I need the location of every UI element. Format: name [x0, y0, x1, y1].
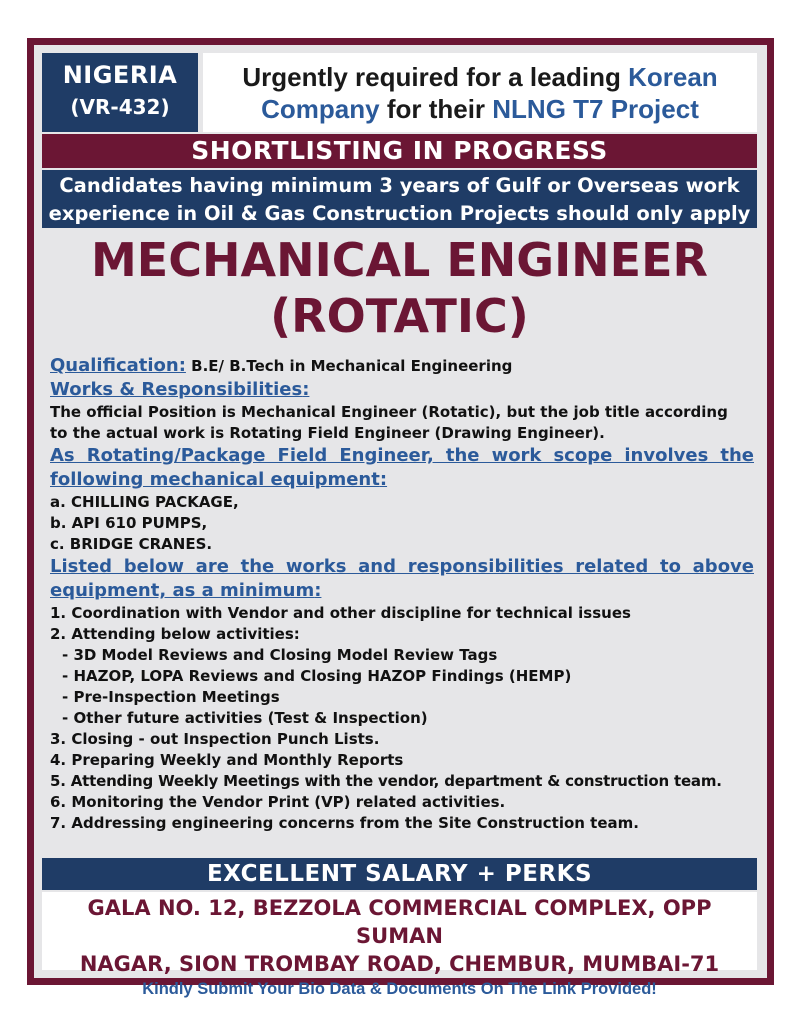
scope-heading-2 [50, 468, 754, 492]
duties-heading-1: Listed below are the works and responsibilities related to above [50, 556, 754, 577]
reference-code: (VR-432) [70, 95, 170, 119]
submit-note: Kindly Submit Your Bio Data & Documents On The Link Provided! [142, 980, 657, 998]
list-item: 3. Closing - out Inspection Punch Lists. [50, 730, 380, 748]
address-line-1: GALA NO. 12, BEZZOLA COMMERCIAL COMPLEX, OPP SUMAN [87, 896, 712, 948]
country-label: NIGERIA [62, 61, 178, 89]
qualification-value: B.E/ B.Tech in Mechanical Engineering [185, 357, 513, 375]
works-heading [50, 378, 754, 402]
list-item: - HAZOP, LOPA Reviews and Closing HAZOP Findings (HEMP) [62, 667, 572, 685]
works-colon: : [302, 379, 310, 400]
position-title-line-1: MECHANICAL ENGINEER [91, 233, 708, 287]
position-title-line-2: (ROTATIC) [270, 289, 529, 343]
qualification-label: Qualification: [50, 355, 186, 376]
scope-heading-text: following mechanical equipment [50, 469, 380, 490]
headline-text: for their [379, 94, 493, 124]
list-item: a. CHILLING PACKAGE, [50, 493, 239, 511]
requirement-line-1: Candidates having minimum 3 years of Gulf or Overseas work [59, 174, 740, 197]
address-line-2: NAGAR, SION TROMBAY ROAD, CHEMBUR, MUMBAI-71 [79, 952, 720, 976]
scope-colon: : [379, 469, 388, 490]
works-label: Works & Responsibilities [50, 379, 303, 400]
works-desc-1: The official Position is Mechanical Engineer (Rotatic), but the job title according [50, 403, 728, 421]
footer-box [42, 892, 757, 998]
project-name: NLNG T7 Project [492, 94, 699, 124]
job-description [50, 354, 754, 834]
headline-line-2 [203, 93, 757, 125]
list-item: 5. Attending Weekly Meetings with the vendor, department & construction team. [50, 772, 722, 790]
duties-heading-text: equipment, as a minimum [50, 580, 315, 601]
position-title [42, 232, 757, 344]
headline-text: Urgently required for a leading [242, 62, 629, 92]
requirement-banner [42, 170, 757, 228]
list-item: - Pre-Inspection Meetings [62, 688, 280, 706]
headline-highlight: Company [261, 94, 380, 124]
works-desc-2: to the actual work is Rotating Field Engineer (Drawing Engineer). [50, 424, 605, 442]
country-box [42, 53, 198, 132]
list-item: - Other future activities (Test & Inspection) [62, 709, 428, 727]
list-item: 7. Addressing engineering concerns from the Site Construction team. [50, 814, 639, 832]
list-item: 1. Coordination with Vendor and other discipline for technical issues [50, 604, 631, 622]
scope-heading-1: As Rotating/Package Field Engineer, the work scope involves the [50, 445, 754, 466]
list-item: 2. Attending below activities: [50, 625, 300, 643]
headline-highlight: Korean [628, 62, 718, 92]
headline-box [203, 53, 757, 132]
headline-line-1 [203, 61, 757, 93]
shortlisting-banner: SHORTLISTING IN PROGRESS [42, 134, 757, 168]
duties-heading-2 [50, 579, 754, 603]
list-item: b. API 610 PUMPS, [50, 514, 208, 532]
requirement-line-2: experience in Oil & Gas Construction Projects should only apply [48, 202, 751, 225]
list-item: 6. Monitoring the Vendor Print (VP) related activities. [50, 793, 506, 811]
list-item: 4. Preparing Weekly and Monthly Reports [50, 751, 404, 769]
list-item: - 3D Model Reviews and Closing Model Review Tags [62, 646, 498, 664]
list-item: c. BRIDGE CRANES. [50, 535, 213, 553]
qualification-row [50, 354, 754, 378]
salary-banner: EXCELLENT SALARY + PERKS [42, 858, 757, 890]
duties-colon: : [314, 580, 322, 601]
